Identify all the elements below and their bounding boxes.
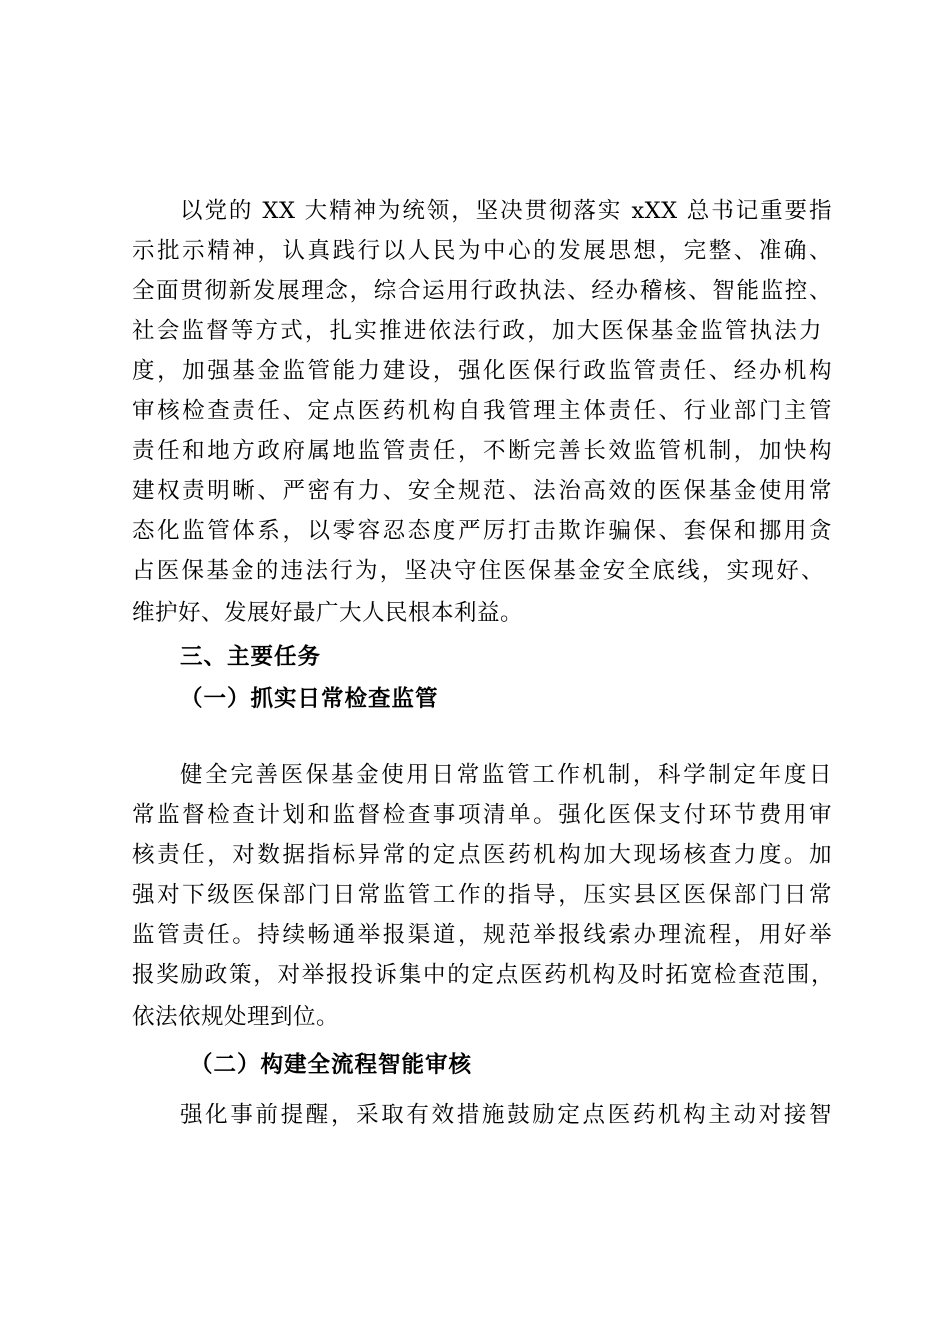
subsection-1-line-1: 健全完善医保基金使用日常监管工作机制，科学制定年度日 [180, 762, 832, 788]
intro-line-4: 社会监督等方式，扎实推进依法行政，加大医保基金监管执法力 [132, 318, 822, 344]
subsection-1-line-3: 核责任，对数据指标异常的定点医药机构加大现场核查力度。加 [132, 842, 832, 868]
intro-line-2: 示批示精神，认真践行以人民为中心的发展思想，完整、准确、 [132, 238, 832, 264]
subsection-1-heading: （一）抓实日常检查监管 [180, 686, 439, 712]
subsection-1-line-4: 强对下级医保部门日常监管工作的指导，压实县区医保部门日常 [132, 882, 832, 908]
subsection-1-line-7: 依法依规处理到位。 [132, 1004, 340, 1030]
intro-line-7: 责任和地方政府属地监管责任，不断完善长效监管机制，加快构 [132, 438, 832, 464]
subsection-2-line-1: 强化事前提醒，采取有效措施鼓励定点医药机构主动对接智 [180, 1102, 832, 1128]
intro-line-9: 态化监管体系，以零容忍态度严厉打击欺诈骗保、套保和挪用贪 [132, 518, 832, 544]
intro-line-5: 度，加强基金监管能力建设，强化医保行政监管责任、经办机构 [132, 358, 832, 384]
intro-line-10: 占医保基金的违法行为，坚决守住医保基金安全底线，实现好、 [132, 558, 824, 584]
subsection-2-heading: （二）构建全流程智能审核 [190, 1052, 473, 1078]
subsection-1-line-2: 常监督检查计划和监督检查事项清单。强化医保支付环节费用审 [132, 802, 832, 828]
subsection-1-line-6: 报奖励政策，对举报投诉集中的定点医药机构及时拓宽检查范围， [132, 962, 834, 988]
subsection-1-line-5: 监管责任。持续畅通举报渠道，规范举报线索办理流程，用好举 [132, 922, 832, 948]
intro-line-11: 维护好、发展好最广大人民根本利益。 [132, 600, 524, 626]
intro-line-1: 以党的 XX 大精神为统领，坚决贯彻落实 xXX 总书记重要指 [180, 198, 832, 224]
intro-line-6: 审核检查责任、定点医药机构自我管理主体责任、行业部门主管 [132, 398, 832, 424]
section-heading: 三、主要任务 [180, 644, 322, 670]
intro-line-3: 全面贯彻新发展理念，综合运用行政执法、经办稽核、智能监控、 [132, 278, 832, 304]
intro-line-8: 建权责明晰、严密有力、安全规范、法治高效的医保基金使用常 [132, 478, 832, 504]
